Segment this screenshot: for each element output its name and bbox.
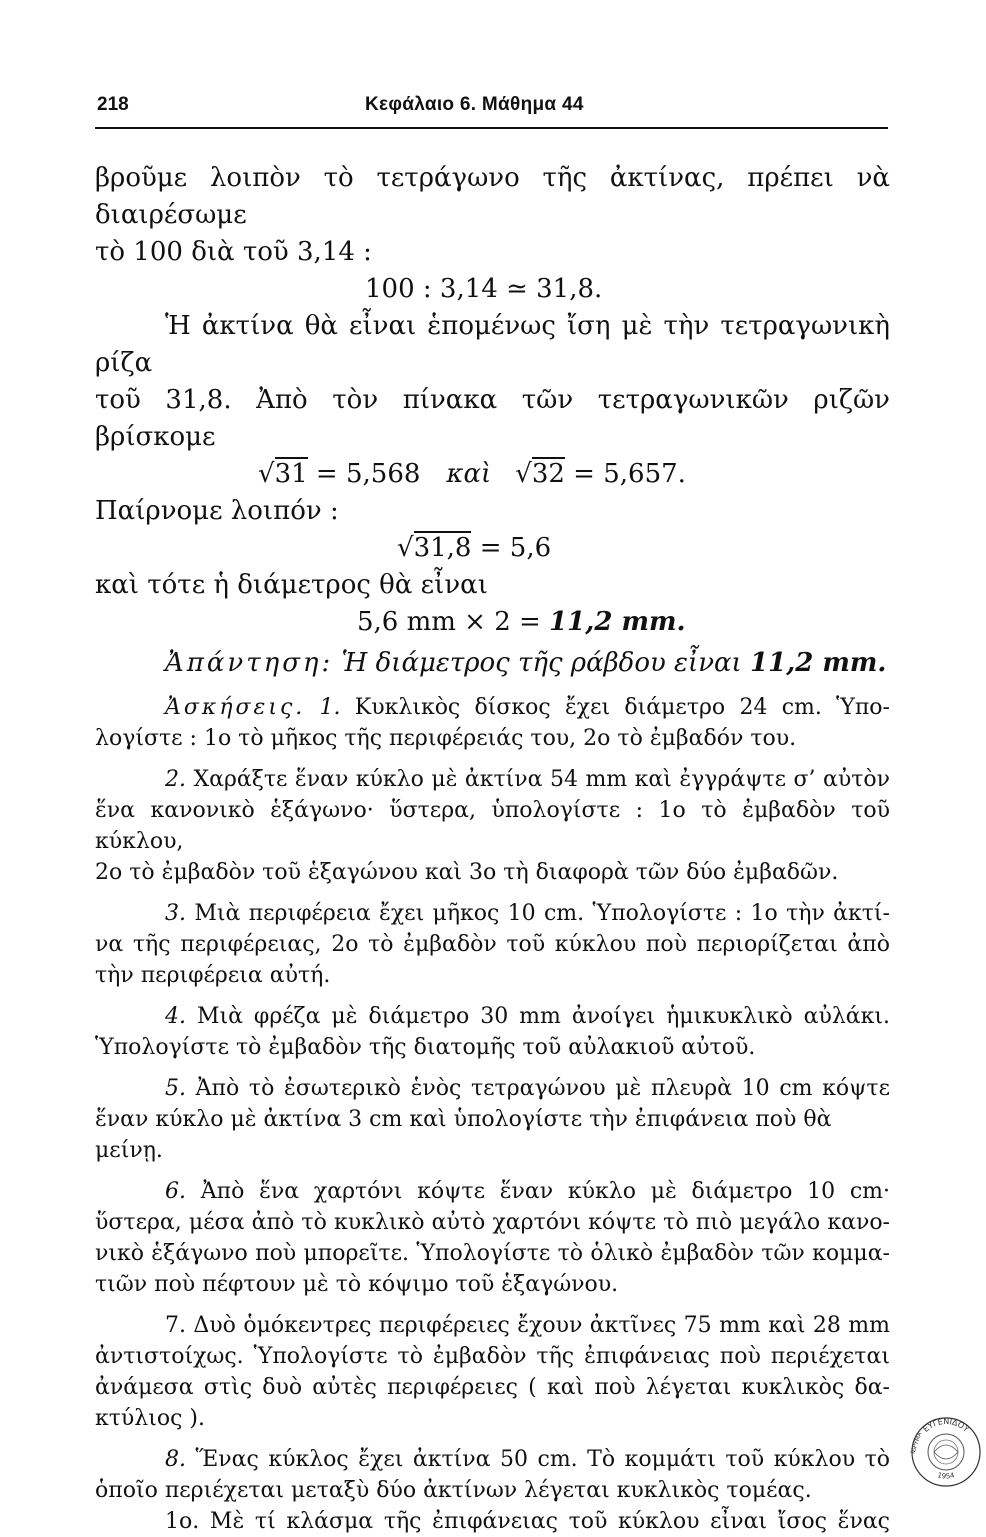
text-line: Ὑπολογίστε τὸ ἐμβαδὸν τῆς διατομῆς τοῦ αὐλακιοῦ αὐτοῦ. [95, 1035, 756, 1060]
equation [95, 456, 890, 493]
seal-year: 1954 [936, 1471, 956, 1481]
root-sign: √ [258, 459, 275, 489]
exercise-text: Μιὰ φρέζα μὲ διάμετρο 30 mm ἀνοίγει ἡμικυκλικὸ αὐλάκι. [186, 1004, 890, 1029]
equation-part: καὶ [446, 459, 492, 489]
page-number: 218 [97, 94, 129, 115]
text-line: ὕστερα, μέσα ἀπὸ τὸ κυκλικὸ αὐτὸ χαρτόνι κόψτε τὸ πιὸ μεγάλο κανο- [95, 1210, 890, 1235]
exercise-text: Ἕνας κύκλος ἔχει ἀκτίνα 50 cm. Τὸ κομμάτι τοῦ κύκλου τὸ [186, 1447, 890, 1472]
root-sign: √ [397, 533, 414, 563]
answer-label: Ἀπάντηση: [165, 648, 334, 678]
exercise-text: Ἀπὸ τὸ ἐσωτερικὸ ἑνὸς τετραγώνου μὲ πλευρὰ 10 cm κόψτε [186, 1076, 890, 1101]
foundation-seal [908, 1408, 984, 1494]
text-line: καὶ τότε ἡ διάμετρος θὰ εἶναι [95, 570, 488, 600]
exercise-number: 2. [165, 767, 186, 792]
seal-inner-ring [928, 1434, 964, 1470]
exercise-1-line [95, 692, 890, 723]
text-line: νικὸ ἑξάγωνο ποὺ μπορεῖτε. Ὑπολογίστε τὸ ὁλικὸ ἐμβαδὸν τῶν κομμα- [95, 1241, 890, 1266]
equation-part: = 5,6 [471, 533, 552, 563]
text-line: βροῦμε λοιπὸν τὸ τετράγωνο τῆς ἀκτίνας, πρέπει νὰ διαιρέσωμε [95, 163, 890, 230]
exercise-number: 3. [165, 901, 186, 926]
radicand: 31 [274, 459, 308, 489]
running-header [95, 94, 895, 122]
equation-result: 11,2 mm. [549, 607, 686, 637]
text-line: τὸ 100 διὰ τοῦ 3,14 : [95, 237, 372, 267]
seal-core [934, 1440, 958, 1464]
exercise-8-line [95, 1444, 890, 1475]
equation-part: 5,6 mm × 2 = [357, 607, 550, 637]
text-line: ἕνα κανονικὸ ἑξάγωνο· ὕστερα, ὑπολογίστε : 1ο τὸ ἐμβαδὸν τοῦ κύκλου, [95, 798, 890, 854]
exercise-3-line [95, 898, 890, 929]
exercise-number: 4. [165, 1004, 186, 1029]
text-line: λογίστε : 1ο τὸ μῆκος τῆς περιφέρειάς του, 2ο τὸ ἐμβαδόν του. [95, 726, 797, 751]
exercises-section [95, 692, 890, 1537]
chapter-title: Κεφάλαιο 6. Μάθημα 44 [365, 94, 584, 115]
radicand: 31,8 [413, 533, 472, 563]
seal-left-text: ΙΔΡΥΜΑ [909, 1431, 924, 1455]
equation [95, 530, 890, 567]
text-line: τιῶν ποὺ πέφτουν μὲ τὸ κόψιμο τοῦ ἑξαγώνου. [95, 1272, 619, 1297]
root-sign: √ [515, 459, 532, 489]
exercise-text: Χαράξτε ἕναν κύκλο μὲ ἀκτίνα 54 mm καὶ ἐγγράψτε σ’ αὐτὸν [186, 767, 890, 792]
exercise-4-line [95, 1001, 890, 1032]
text-line: τοῦ 31,8. Ἀπὸ τὸν πίνακα τῶν τετραγωνικῶν ριζῶν βρίσκομε [95, 385, 890, 452]
text-line: Παίρνομε λοιπόν : [95, 496, 339, 526]
answer-value: 11,2 mm. [750, 648, 887, 678]
text-line: 1ο. Μὲ τί κλάσμα τῆς ἐπιφάνειας τοῦ κύκλου εἶναι ἴσος ἕνας [165, 1509, 890, 1534]
header-rule [95, 127, 888, 129]
text-line: κτύλιος ). [95, 1406, 205, 1431]
exercise-number: 6. [165, 1179, 186, 1204]
main-text [95, 160, 890, 1537]
exercise-5-line [95, 1073, 890, 1104]
exercise-number: 7. [165, 1313, 186, 1338]
equation: 100 : 3,14 ≃ 31,8. [365, 274, 603, 304]
answer-text: Ἡ διάμετρος τῆς ράβδου εἶναι [333, 648, 751, 678]
exercise-number: 1. [319, 695, 341, 720]
document-page [95, 0, 895, 1534]
equation-part: = 5,657. [564, 459, 686, 489]
exercise-text: Κυκλικὸς δίσκος ἔχει διάμετρο 24 cm. Ὑπο- [340, 695, 890, 720]
text-line: ἀντιστοίχως. Ὑπολογίστε τὸ ἐμβαδὸν τῆς ἐπιφάνειας ποὺ περιέχεται [95, 1344, 890, 1369]
seal-emblem [934, 1445, 958, 1459]
text-line: ἕναν κύκλο μὲ ἀκτίνα 3 cm καὶ ὑπολογίστε τὴν ἐπιφάνεια ποὺ θὰ μείνῃ. [95, 1107, 832, 1163]
answer-line [95, 645, 890, 682]
text-line: ἀνάμεσα στὶς δυὸ αὐτὲς περιφέρειες ( καὶ ποὺ λέγεται κυκλικὸς δα- [95, 1375, 890, 1400]
exercise-6-line [95, 1176, 890, 1207]
text-line: 2ο τὸ ἐμβαδὸν τοῦ ἑξαγώνου καὶ 3ο τὴ διαφορὰ τῶν δύο ἐμβαδῶν. [95, 860, 839, 885]
seal-top-text: ΕΥΓΕΝΙΔΟΥ [921, 1416, 971, 1434]
exercise-text: Δυὸ ὁμόκεντρες περιφέρειες ἔχουν ἀκτῖνες 75 mm καὶ 28 mm [186, 1313, 890, 1338]
text-line: Ἡ ἀκτίνα θὰ εἶναι ἑπομένως ἴση μὲ τὴν τετραγωνικὴ ρίζα [95, 311, 890, 378]
exercise-text: Ἀπὸ ἕνα χαρτόνι κόψτε ἕναν κύκλο μὲ διάμετρο 10 cm· [186, 1179, 890, 1204]
text-line: ὁποῖο περιέχεται μεταξὺ δύο ἀκτίνων λέγεται κυκλικὸς τομέας. [95, 1478, 812, 1503]
exercises-heading: Ἀσκήσεις. [165, 695, 306, 720]
equation-part: = 5,568 [307, 459, 421, 489]
exercise-number: 8. [165, 1447, 186, 1472]
equation [95, 604, 890, 641]
text-line: τὴν περιφέρεια αὐτή. [95, 963, 331, 988]
exercise-number: 5. [165, 1076, 186, 1101]
exercise-2-line [95, 764, 890, 795]
exercise-text: Μιὰ περιφέρεια ἔχει μῆκος 10 cm. Ὑπολογίστε : 1ο τὴν ἀκτί- [186, 901, 890, 926]
exercise-7-line [95, 1310, 890, 1341]
radicand: 32 [531, 459, 565, 489]
text-line: να τῆς περιφέρειας, 2ο τὸ ἐμβαδὸν τοῦ κύκλου ποὺ περιορίζεται ἀπὸ [95, 932, 890, 957]
